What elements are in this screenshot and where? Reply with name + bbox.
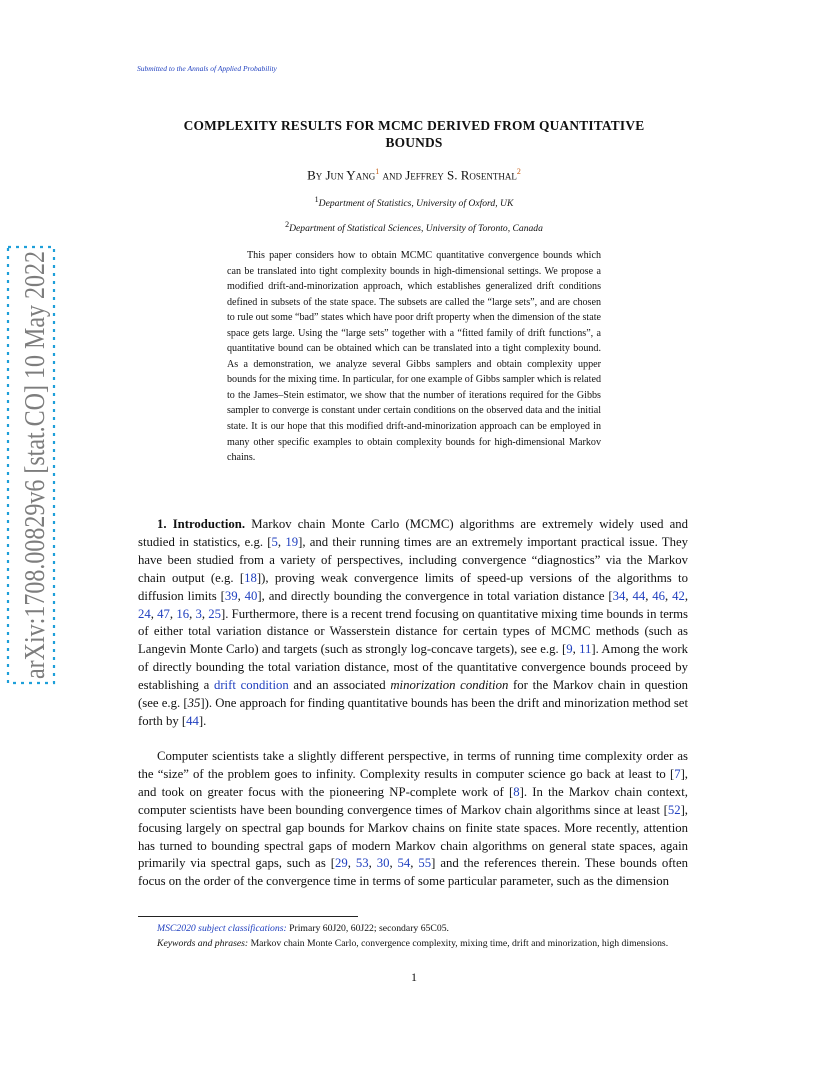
citation-link[interactable]: 16: [176, 606, 190, 621]
title-line-1: COMPLEXITY RESULTS FOR MCMC DERIVED FROM QUANTITATIVE: [183, 118, 645, 133]
citation-link[interactable]: 47: [157, 606, 170, 621]
abstract: This paper considers how to obtain MCMC quantitative convergence bounds which can be translated into tight complexity bounds in high-dimensional settings. We propose a modified drift-and-minorization approach, which establishes generalized drift conditions defined in subsets of the state space. The subsets are called the “large sets”, and are chosen to rule out some “bad” states which have poor drift property when the dimension of the state space gets large. Using the “large sets” together with a “fitted family of drift functions”, a quantitative bound can be obtained which can be translated into a tight complexity bound. As a demonstration, we analyze several Gibbs samplers and obtain complexity upper bounds for the mixing time. In particular, for one example of Gibbs sampler which is related to the James–Stein estimator, we show that the number of iterations required for the Gibbs sampler to converge is constant under certain conditions on the observed data and the initial state. It is our hope that this modified drift-and-minorization approach can be employed in many other specific examples to obtain complexity bounds for high-dimensional Markov chains.: [227, 250, 601, 464]
affiliation-2-sup: 2: [285, 220, 290, 229]
author-1-sup[interactable]: 1: [375, 167, 380, 176]
citation-link[interactable]: 52: [667, 802, 681, 817]
citation-link[interactable]: 39: [224, 588, 238, 603]
drift-condition-term: minorization condition: [390, 678, 509, 693]
keywords-label: Keywords and phrases:: [157, 938, 249, 949]
citation-link[interactable]: 24: [138, 606, 151, 621]
citation-link[interactable]: 8: [513, 784, 520, 799]
citation-link[interactable]: 54: [397, 856, 411, 871]
section-heading: 1. Introduction.: [157, 517, 246, 531]
citation-link[interactable]: 30: [376, 856, 390, 871]
citation-link[interactable]: 34: [612, 588, 626, 603]
journal-note-link[interactable]: Submitted to the Annals of Applied Probability: [137, 64, 277, 73]
minorization-condition-term: 35: [187, 696, 201, 711]
footnote-msc: [138, 921, 688, 936]
citation-link[interactable]: 55: [418, 856, 432, 871]
citation-link[interactable]: 44: [186, 713, 199, 728]
affiliation-1-sup: 1: [314, 195, 319, 204]
citation-link[interactable]: 53: [355, 856, 369, 871]
citation-link[interactable]: 46: [652, 588, 666, 603]
intro-paragraph-1: 1. Introduction. Markov chain Monte Carlo (MCMC) algorithms are extremely widely used and studied in statistics, e.g. [5, 19], and their running times are an extremely important practical issue. They have been studied from a variety of perspectives, including convergence “diagnostics” via the Markov chain output (e.g. [18]), proving weak convergence limits of speed-up versions of the algorithms to diffusion limits [39, 40], and directly bounding the convergence in total variation distance [34, 44, 46, 42, 24, 47, 16, 3, 25]. Furthermore, there is a recent trend focusing on quantitative mixing time bounds in terms of either total variation distance or Wasserstein distance for certain types of MCMC methods (such as Langevin Monte Carlo) and targets (such as strongly log-concave targets), see e.g. [9, 11]. Among the work of directly bounding the total variation distance, most of the quantitative convergence bounds proceed by establishing a drift condition and an associated minorization condition for the Markov chain in question (see e.g. [35]). One approach for finding quantitative bounds has been the drift and minorization method set forth by [44].: [138, 517, 689, 728]
citation-link[interactable]: 9: [566, 642, 573, 657]
title-line-2: BOUNDS: [385, 135, 443, 150]
citation-link[interactable]: 42: [672, 588, 685, 603]
arxiv-stamp-text: arXiv:1708.00829v6 [stat.CO] 10 May 2022: [19, 245, 51, 679]
intro-paragraph-2: Computer scientists take a slightly different perspective, in terms of running time complexity order as the “size” of the problem goes to infinity. Complexity results in computer science go back at least to [7], and took on greater focus with the pioneering NP-complete work of [8]. In the Markov chain context, computer scientists have been bounding convergence times of Markov chain algorithms since at least [52], focusing largely on spectral gap bounds for Markov chains on finite state spaces. More recently, attention has turned to bounding spectral gaps of modern Markov chain algorithms on general state spaces, again primarily via spectral gaps, such as [29, 53, 30, 54, 55] and the references therein. These bounds often focus on the order of the convergence time in terms of some particular parameter, such as the dimension: [138, 749, 689, 889]
author-2-sup[interactable]: 2: [516, 167, 521, 176]
citation-link[interactable]: 11: [579, 642, 592, 657]
author-2-name: Jeffrey S. Rosenthal: [405, 167, 517, 183]
footnote-keywords: [138, 936, 688, 951]
footnote-rule: [138, 916, 358, 917]
citation-link[interactable]: 7: [674, 766, 681, 781]
citation-link[interactable]: 5: [271, 534, 278, 549]
page-number: 1: [411, 970, 417, 984]
arxiv-stamp[interactable]: [2, 245, 60, 685]
and-label: and: [382, 167, 402, 183]
citation-link[interactable]: 3: [195, 606, 202, 621]
affiliation-1: [120, 195, 708, 209]
author-line: [120, 167, 708, 183]
citation-link[interactable]: 40: [244, 588, 258, 603]
author-1-name: Jun Yang: [325, 167, 376, 183]
msc-link[interactable]: MSC2020 subject classifications:: [157, 923, 287, 934]
affiliation-1-text: Department of Statistics, University of Oxford, UK: [318, 198, 514, 210]
citation-link[interactable]: 44: [632, 588, 646, 603]
citation-link[interactable]: 29: [334, 856, 348, 871]
citation-link[interactable]: 19: [285, 534, 299, 549]
by-label: By: [307, 167, 323, 183]
citation-link[interactable]: drift condition: [213, 678, 289, 693]
msc-text: Primary 60J20, 60J22; secondary 65C05.: [286, 923, 449, 934]
affiliation-2: [120, 220, 708, 234]
keywords-text: Markov chain Monte Carlo, convergence complexity, mixing time, drift and minorization, high dimensions.: [248, 938, 669, 949]
citation-link[interactable]: 18: [244, 570, 257, 585]
affiliation-2-text: Department of Statistical Sciences, University of Toronto, Canada: [289, 223, 543, 235]
paper-title: [120, 117, 708, 151]
citation-link[interactable]: 25: [208, 606, 221, 621]
